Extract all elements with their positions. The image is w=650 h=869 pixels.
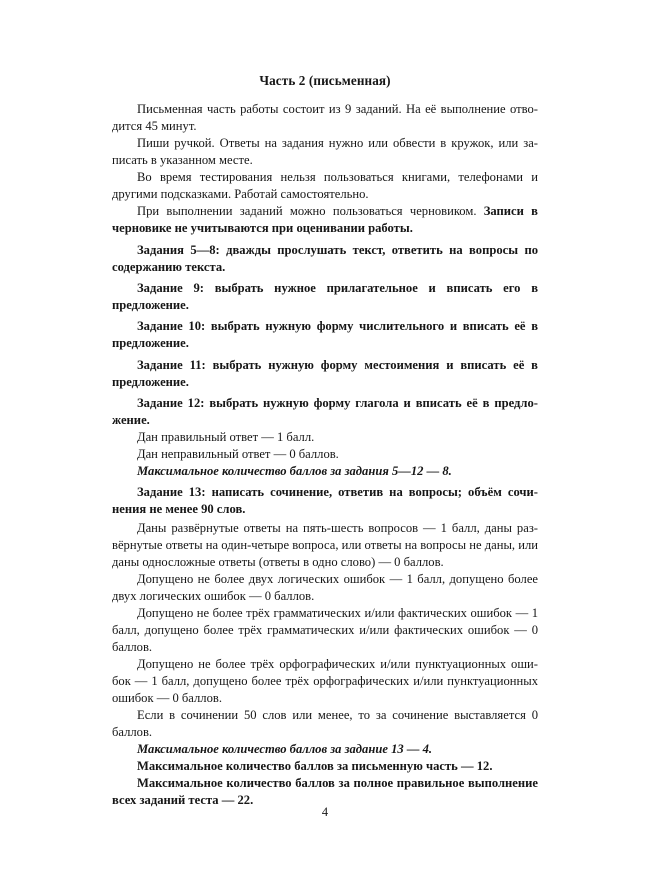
- paragraph-score-grammar-errors: Допущено не более трёх грамматических и/или фактических ошибок — 1 балл, допущено более трёх грамматических и/или фактических ошибок — 0 баллов.: [112, 605, 538, 654]
- draft-note-regular-part: При выполнении заданий можно пользоваться черновиком.: [137, 204, 484, 219]
- paragraph-max-score-task-13: Максимальное количество баллов за задание 13 — 4.: [137, 742, 433, 757]
- paragraph-max-score-total: Максимальное количество баллов за полное правильное выполнение всех заданий теста — 22.: [112, 776, 538, 808]
- paragraph-no-books-allowed: Во время тестирования нельзя пользоваться книгами, телефонами и другими подсказками. Работай самостоятельно.: [112, 170, 538, 202]
- paragraph-score-spelling-errors: Допущено не более трёх орфографических и/или пунктуационных ошибок — 1 балл, допущено более трёх орфографических и/или пунктуационных ошибок — 0 баллов.: [112, 656, 538, 706]
- paragraph-task-9: Задание 9: выбрать нужное прилагательное и вписать его в предложение.: [112, 281, 538, 313]
- paragraph-task-13: Задание 13: написать сочинение, ответив на вопросы; объём сочинения не менее 90 слов.: [112, 485, 538, 517]
- paragraph-score-essay-answers: Даны развёрнутые ответы на пять-шесть вопросов — 1 балл, даны развёрнутые ответы на один-четыре вопроса, или ответы на вопросы не даны, или даны односложные ответы (ответы в одно слово) — 0 баллов.: [112, 520, 538, 569]
- paragraph-task-12: Задание 12: выбрать нужную форму глагола и вписать её в предложение.: [112, 395, 538, 427]
- paragraph-task-5-8: Задания 5—8: дважды прослушать текст, ответить на вопросы по содержанию текста.: [112, 242, 538, 274]
- paragraph-max-score-tasks-5-12: Максимальное количество баллов за задания 5—12 — 8.: [137, 464, 452, 479]
- paragraph-score-logical-errors: Допущено не более двух логических ошибок — 1 балл, допущено более двух логических ошибок — 0 баллов.: [112, 571, 538, 603]
- paragraph-score-incorrect-answer: Дан неправильный ответ — 0 баллов.: [137, 446, 339, 461]
- paragraph-write-with-pen: Пиши ручкой. Ответы на задания нужно или обвести в кружок, или записать в указанном месте.: [112, 136, 538, 168]
- draft-note-bold-part: Записи в черновике не учитываются при оценивании работы.: [112, 204, 538, 236]
- document-text-block: [112, 72, 538, 809]
- page-title: Часть 2 (письменная): [259, 73, 391, 88]
- paragraph-written-part-duration: Письменная часть работы состоит из 9 заданий. На её выполнение отводится 45 минут.: [112, 102, 538, 134]
- page-number: 4: [321, 805, 329, 819]
- paragraph-task-11: Задание 11: выбрать нужную форму местоимения и вписать её в предложение.: [112, 357, 538, 389]
- paragraph-task-10: Задание 10: выбрать нужную форму числительного и вписать её в предложение.: [112, 319, 538, 351]
- paragraph-score-correct-answer: Дан правильный ответ — 1 балл.: [137, 429, 315, 444]
- paragraph-score-short-essay: Если в сочинении 50 слов или менее, то за сочинение выставляется 0 баллов.: [112, 708, 538, 740]
- paragraph-draft-not-graded: [112, 203, 538, 237]
- paragraph-max-score-written-part: Максимальное количество баллов за письменную часть — 12.: [137, 759, 493, 774]
